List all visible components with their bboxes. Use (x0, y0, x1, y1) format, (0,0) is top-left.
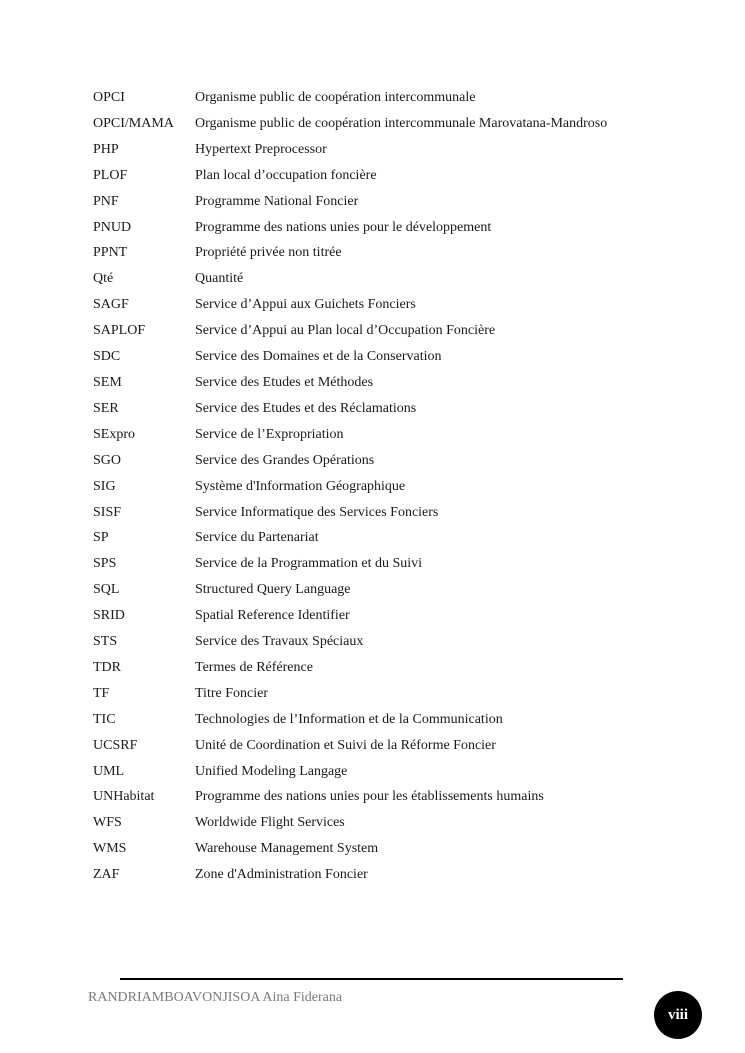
abbreviation: PLOF (93, 167, 128, 183)
abbreviation-row (93, 370, 653, 396)
abbreviation-row (93, 500, 653, 526)
definition: Système d'Information Géographique (195, 478, 406, 494)
abbreviation: SIG (93, 478, 116, 494)
abbreviation-row (93, 707, 653, 733)
definition: Termes de Référence (195, 659, 313, 675)
abbreviation: SPS (93, 556, 117, 572)
definition: Service de la Programmation et du Suivi (195, 556, 423, 572)
abbreviation: STS (93, 634, 118, 650)
abbreviation: SISF (93, 504, 122, 520)
definition: Service d’Appui au Plan local d’Occupation Foncière (195, 323, 496, 339)
definition: Hypertext Preprocessor (195, 141, 327, 157)
abbreviation-row (93, 525, 653, 551)
abbreviation: UML (93, 763, 125, 779)
page-number-badge: viii (654, 991, 702, 1039)
abbreviation-list (93, 85, 653, 888)
definition: Plan local d’occupation foncière (195, 167, 377, 183)
footer-author: RANDRIAMBOAVONJISOA Aina Fiderana (88, 990, 343, 1005)
definition: Service du Partenariat (195, 530, 319, 546)
abbreviation-row (93, 215, 653, 241)
definition: Service de l’Expropriation (195, 426, 344, 442)
abbreviation-row (93, 266, 653, 292)
abbreviation: SDC (93, 349, 121, 365)
abbreviation-row (93, 629, 653, 655)
abbreviation-row (93, 111, 653, 137)
abbreviation-row (93, 862, 653, 888)
abbreviation: PHP (93, 141, 119, 157)
definition: Organisme public de coopération intercommunale Marovatana-Mandroso (195, 115, 608, 131)
abbreviation: PPNT (93, 245, 128, 261)
abbreviation: SRID (93, 608, 125, 624)
definition: Service des Travaux Spéciaux (195, 634, 364, 650)
definition: Service des Etudes et Méthodes (195, 374, 374, 390)
abbreviation: SAGF (93, 297, 129, 313)
abbreviation: SER (93, 400, 119, 416)
abbreviation-row (93, 396, 653, 422)
abbreviation-row (93, 318, 653, 344)
abbreviation-row (93, 655, 653, 681)
definition: Programme des nations unies pour les établissements humains (195, 789, 544, 805)
abbreviation-row (93, 163, 653, 189)
abbreviation: SAPLOF (93, 323, 146, 339)
definition: Service Informatique des Services Fonciers (195, 504, 439, 520)
abbreviation: SEM (93, 374, 122, 390)
footer-divider (120, 978, 623, 980)
abbreviation: TDR (93, 659, 121, 675)
abbreviation: PNF (93, 193, 119, 209)
definition: Service des Etudes et des Réclamations (195, 400, 417, 416)
abbreviation: SQL (93, 582, 120, 598)
definition: Service des Domaines et de la Conservation (195, 349, 442, 365)
abbreviation: TIC (93, 711, 116, 727)
definition: Quantité (195, 271, 244, 287)
definition: Technologies de l’Information et de la Communication (195, 711, 503, 727)
abbreviation: UCSRF (93, 737, 138, 753)
abbreviation: WFS (93, 815, 122, 831)
definition: Service des Grandes Opérations (195, 452, 375, 468)
definition: Service d’Appui aux Guichets Fonciers (195, 297, 416, 313)
abbreviation-row (93, 551, 653, 577)
abbreviation-row (93, 603, 653, 629)
definition: Programme des nations unies pour le développement (195, 219, 492, 235)
abbreviation: WMS (93, 841, 127, 857)
definition: Titre Foncier (195, 685, 268, 701)
definition: Programme National Foncier (195, 193, 359, 209)
definition: Spatial Reference Identifier (195, 608, 350, 624)
abbreviation: ZAF (93, 867, 120, 883)
abbreviation-row (93, 577, 653, 603)
abbreviation: SP (93, 530, 109, 546)
abbreviation-row (93, 810, 653, 836)
abbreviation-row (93, 137, 653, 163)
definition: Propriété privée non titrée (195, 245, 342, 261)
abbreviation: SGO (93, 452, 122, 468)
definition: Organisme public de coopération intercommunale (195, 90, 476, 105)
abbreviation: UNHabitat (93, 789, 155, 805)
abbreviation-row (93, 681, 653, 707)
definition: Warehouse Management System (195, 841, 379, 857)
abbreviation: OPCI (93, 90, 125, 105)
definition: Zone d'Administration Foncier (195, 867, 368, 883)
abbreviation-row (93, 344, 653, 370)
definition: Structured Query Language (195, 582, 351, 598)
definition: Unité de Coordination et Suivi de la Réforme Foncier (195, 737, 496, 753)
abbreviation-row (93, 240, 653, 266)
abbreviation-row (93, 474, 653, 500)
abbreviation-row (93, 448, 653, 474)
abbreviation-row (93, 733, 653, 759)
abbreviation: OPCI/MAMA (93, 115, 174, 131)
definition: Unified Modeling Langage (195, 763, 348, 779)
abbreviation-row (93, 836, 653, 862)
abbreviation: SExpro (93, 426, 135, 442)
abbreviation: TF (93, 685, 110, 701)
abbreviation: Qté (93, 271, 114, 287)
abbreviation-row (93, 189, 653, 215)
abbreviation-row (93, 85, 653, 111)
abbreviation-row (93, 784, 653, 810)
abbreviation-row (93, 292, 653, 318)
abbreviation-row (93, 422, 653, 448)
abbreviation-row (93, 759, 653, 785)
abbreviation: PNUD (93, 219, 132, 235)
definition: Worldwide Flight Services (195, 815, 345, 831)
